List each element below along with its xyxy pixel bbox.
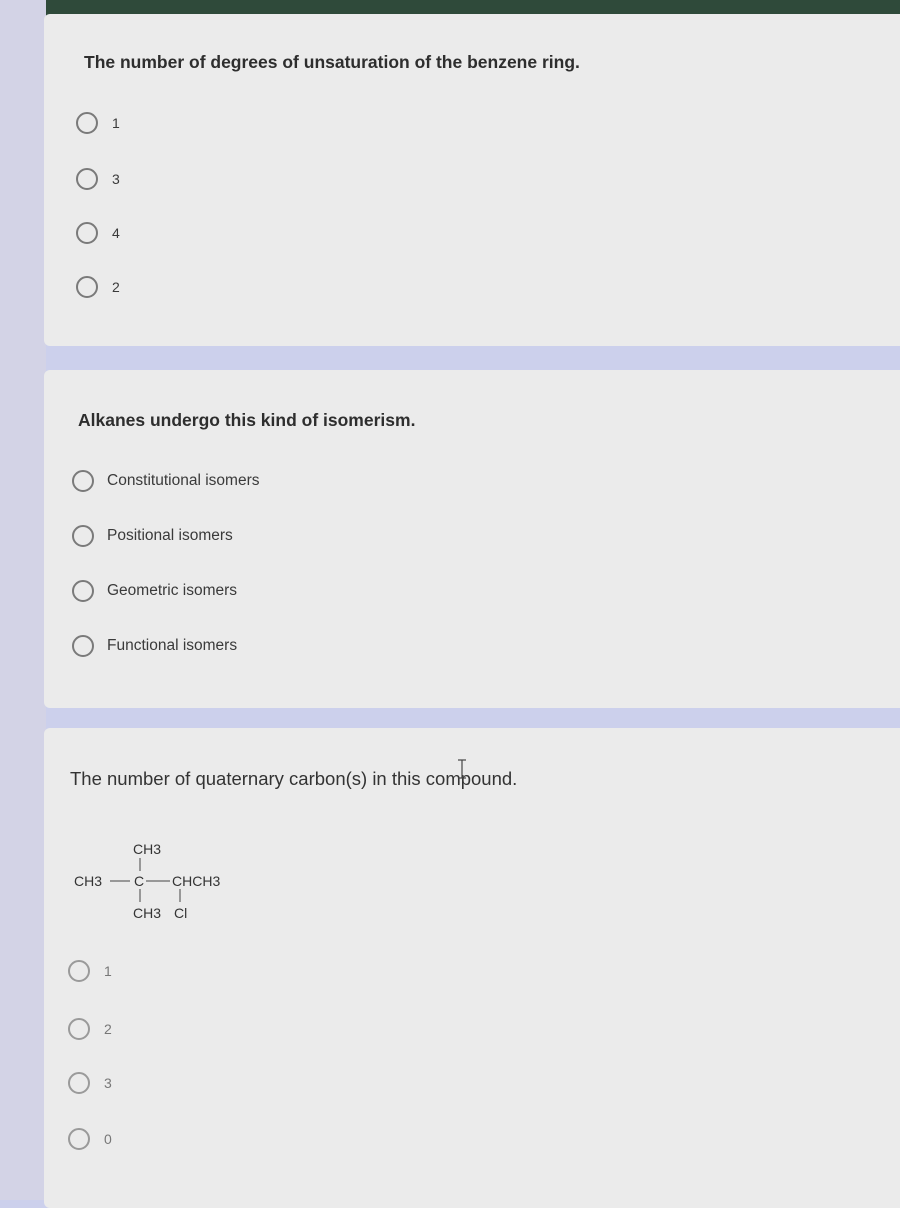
radio-button-unselected-icon[interactable] (68, 1128, 90, 1150)
chem-bottom-right: Cl (174, 905, 188, 921)
chem-left: CH3 (74, 873, 103, 889)
chem-bottom-left: CH3 (133, 905, 162, 921)
option-1[interactable] (68, 960, 112, 982)
option-label: 2 (104, 1021, 112, 1037)
text-cursor-icon (457, 758, 467, 780)
radio-button-unselected-icon[interactable] (76, 222, 98, 244)
radio-button-unselected-icon[interactable] (76, 276, 98, 298)
option-label: 2 (112, 279, 120, 295)
radio-button-unselected-icon[interactable] (72, 635, 94, 657)
question-text: The number of quaternary carbon(s) in this compound. (70, 768, 518, 789)
radio-button-unselected-icon[interactable] (76, 168, 98, 190)
option-label: Constitutional isomers (107, 472, 260, 489)
option-label: Positional isomers (107, 527, 233, 544)
radio-button-unselected-icon[interactable] (68, 1018, 90, 1040)
radio-button-unselected-icon[interactable] (68, 960, 90, 982)
option-label: 3 (112, 171, 120, 187)
chem-right: CHCH3 (172, 873, 221, 889)
option-constitutional[interactable] (72, 470, 259, 492)
radio-button-unselected-icon[interactable] (72, 580, 94, 602)
option-4[interactable] (76, 276, 120, 298)
chem-center: C (134, 873, 145, 889)
option-label: Geometric isomers (107, 582, 238, 599)
option-label: Functional isomers (107, 637, 238, 654)
option-label: 1 (104, 963, 112, 979)
option-geometric[interactable] (72, 580, 237, 602)
option-label: 3 (104, 1075, 112, 1091)
radio-button-unselected-icon[interactable] (76, 112, 98, 134)
option-label: 1 (112, 115, 120, 131)
question-card-1 (44, 14, 900, 346)
left-edge (0, 0, 46, 1200)
question-text: The number of degrees of unsaturation of the benzene ring. (84, 52, 580, 72)
radio-button-unselected-icon[interactable] (72, 470, 94, 492)
option-3[interactable] (68, 1072, 112, 1094)
option-4[interactable] (68, 1128, 112, 1150)
question-text: Alkanes undergo this kind of isomerism. (78, 410, 416, 430)
question-card-2 (44, 370, 900, 708)
option-label: 4 (112, 225, 120, 241)
question-card-3 (44, 728, 900, 1208)
chem-top: CH3 (133, 841, 162, 857)
option-1[interactable] (76, 112, 120, 134)
option-3[interactable] (76, 222, 120, 244)
option-label: 0 (104, 1131, 112, 1147)
option-positional[interactable] (72, 525, 233, 547)
option-2[interactable] (68, 1018, 112, 1040)
option-functional[interactable] (72, 635, 237, 657)
molecule-structure (70, 836, 270, 936)
option-2[interactable] (76, 168, 120, 190)
radio-button-unselected-icon[interactable] (68, 1072, 90, 1094)
radio-button-unselected-icon[interactable] (72, 525, 94, 547)
